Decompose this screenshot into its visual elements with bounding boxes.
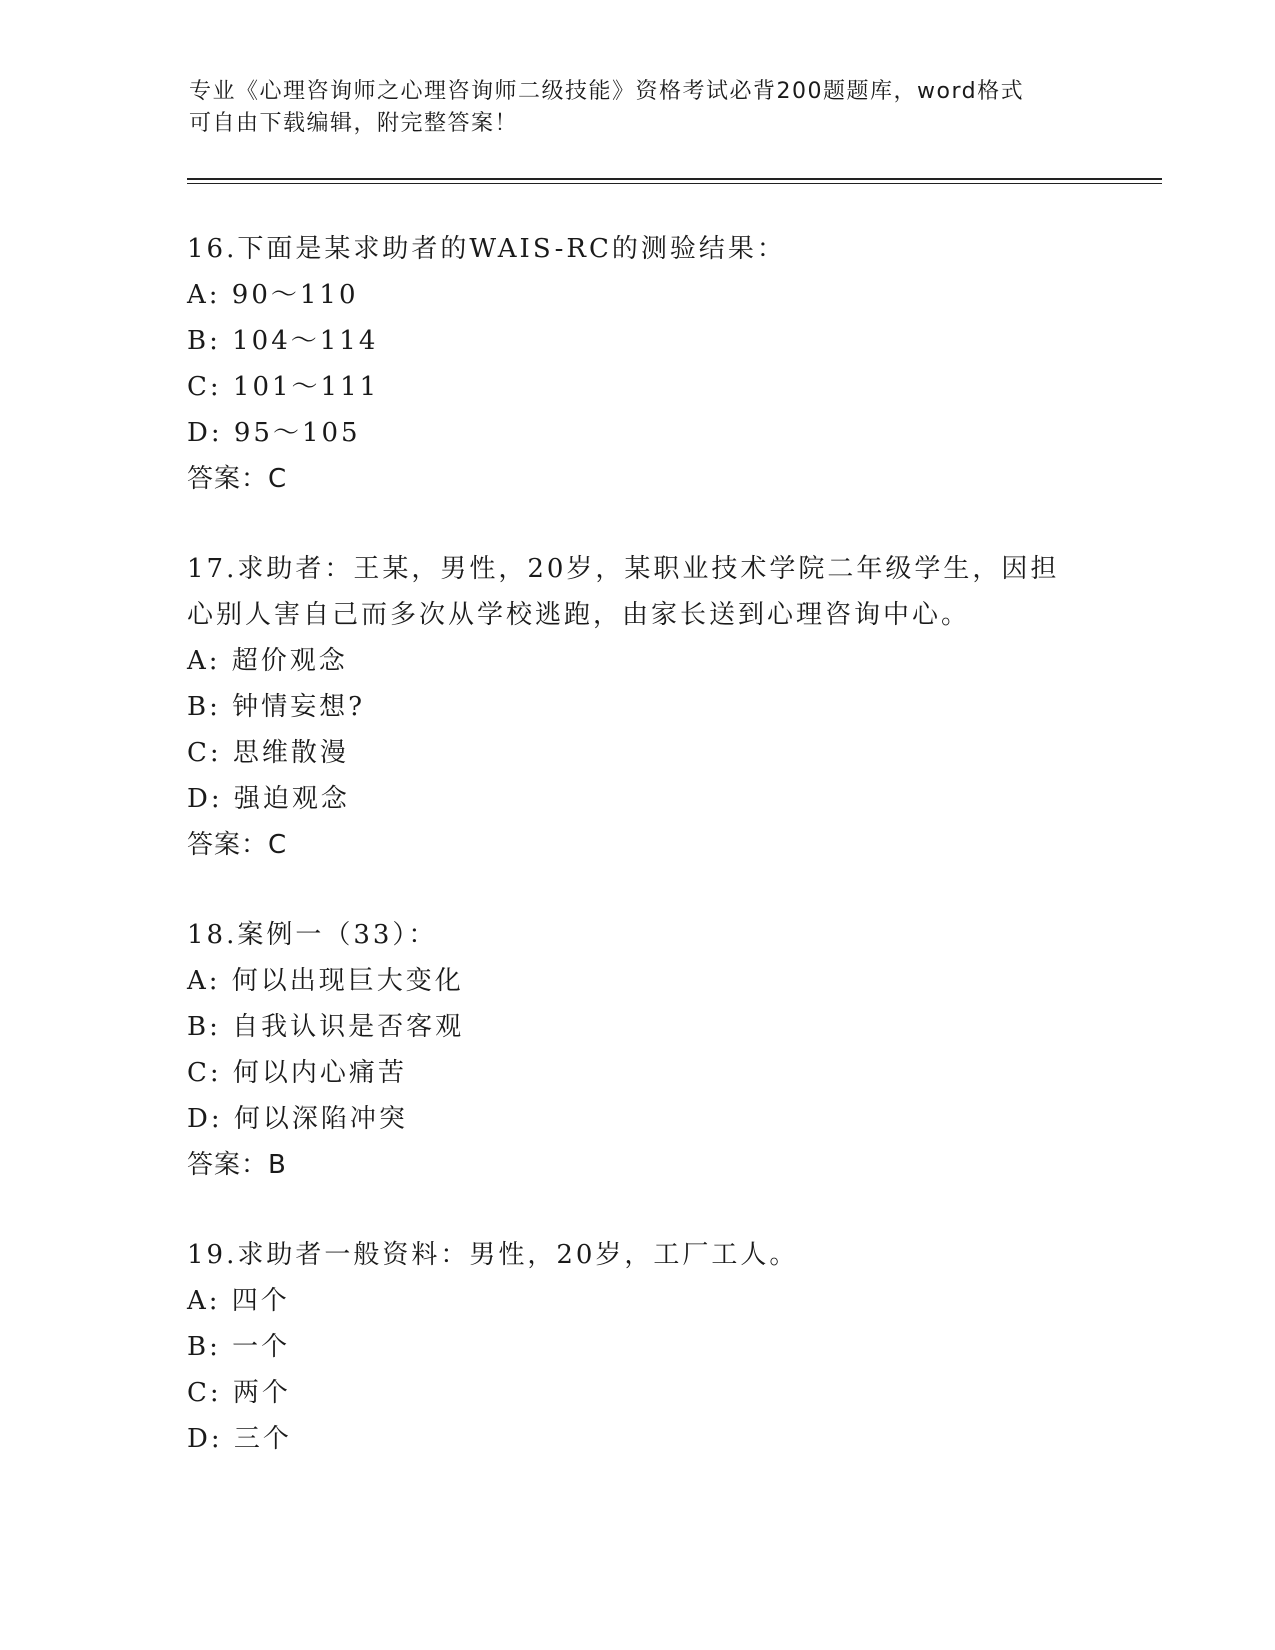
header-line-2: 可自由下载编辑，附完整答案！ [189,111,519,136]
option-d: D: 三个 [187,1424,292,1454]
question-stem: 18.案例一（33）： [187,920,438,950]
option-b: B: 自我认识是否客观 [187,1012,465,1042]
document-header [189,76,1089,140]
answer-line: 答案：C [187,464,288,494]
question-stem: 16.下面是某求助者的WAIS-RC的测验结果： [187,234,786,264]
option-a: A: 超价观念 [187,646,348,676]
header-line-1: 专业《心理咨询师之心理咨询师二级技能》资格考试必背200题题库，word格式 [189,79,1025,104]
answer-line: 答案：B [187,1150,287,1180]
answer-line: 答案：C [187,830,288,860]
option-d: D: 何以深陷冲突 [187,1104,408,1134]
option-b: B: 104～114 [187,326,379,356]
header-divider-thin [187,183,1162,184]
option-c: C: 两个 [187,1378,291,1408]
option-b: B: 一个 [187,1332,291,1362]
option-b: B: 钟情妄想? [187,692,366,722]
question-17 [187,546,1077,868]
question-stem: 17.求助者：王某，男性，20岁，某职业技术学院二年级学生，因担心别人害自己而多次从学校逃跑，由家长送到心理咨询中心。 [187,554,1060,630]
option-a: A: 四个 [187,1286,290,1316]
option-a: A: 90～110 [187,280,359,310]
option-d: D: 强迫观念 [187,784,350,814]
question-16 [187,226,1087,502]
question-19 [187,1232,1087,1462]
option-c: C: 101～111 [187,372,380,402]
option-a: A: 何以出现巨大变化 [187,966,464,996]
option-d: D: 95～105 [187,418,361,448]
option-c: C: 何以内心痛苦 [187,1058,407,1088]
question-stem: 19.求助者一般资料：男性，20岁，工厂工人。 [187,1240,799,1270]
question-18 [187,912,1087,1188]
option-c: C: 思维散漫 [187,738,349,768]
header-divider-thick [187,178,1162,180]
